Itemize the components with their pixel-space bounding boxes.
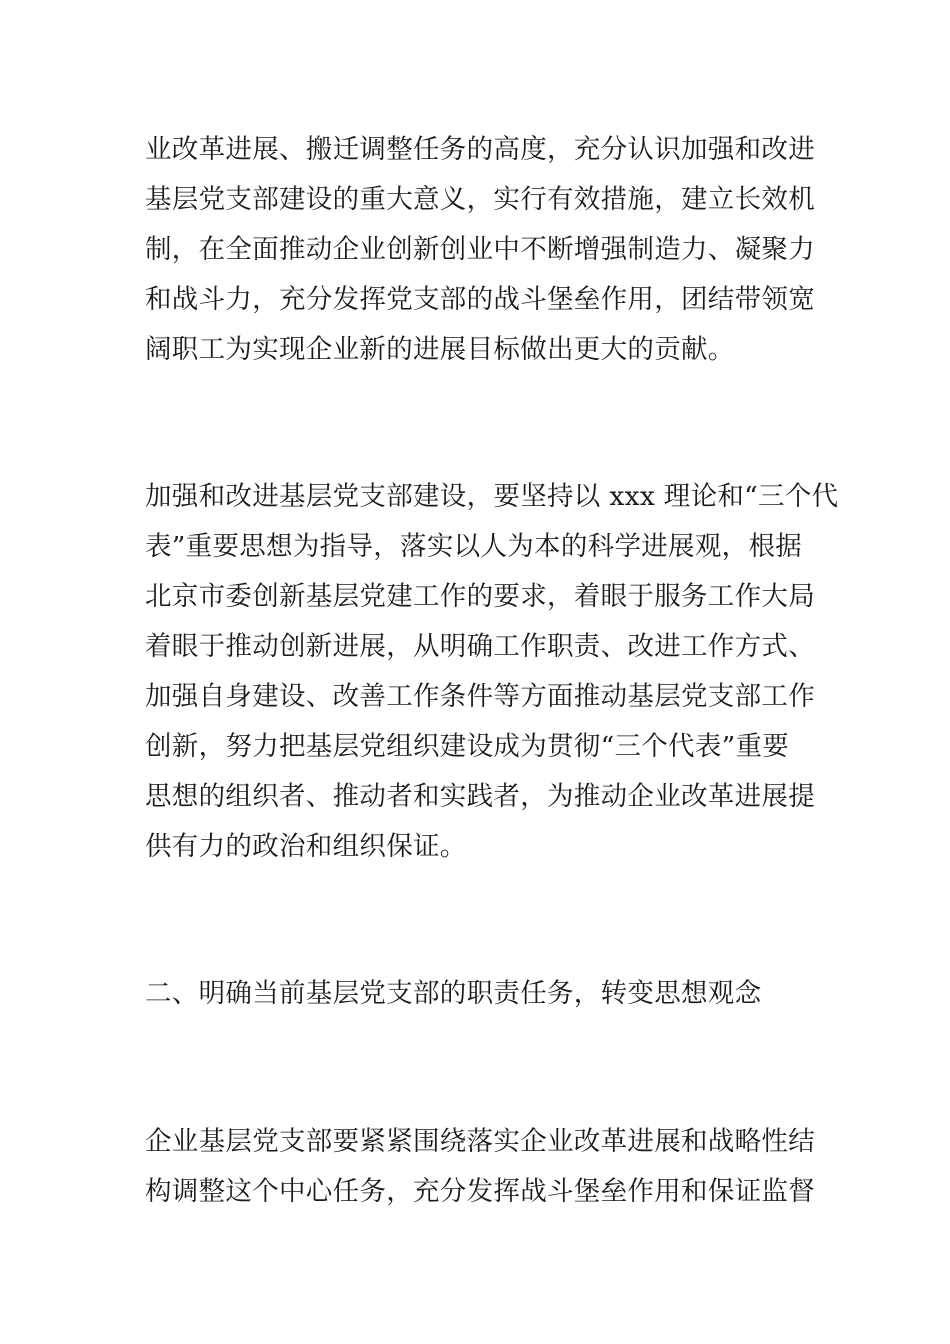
- paragraph-line: 思想的组织者、推动者和实践者，为推动企业改革进展提: [145, 781, 815, 812]
- paragraph-line: 北京市委创新基层党建工作的要求，着眼于服务工作大局: [145, 581, 815, 612]
- paragraph-line: 阔职工为实现企业新的进展目标做出更大的贡献。: [145, 334, 735, 365]
- paragraph-line: 供有力的政治和组织保证。: [145, 831, 467, 862]
- paragraph-line: 创新，努力把基层党组织建设成为贯彻“三个代表”重要: [145, 731, 790, 762]
- paragraph-line: 业改革进展、搬迁调整任务的高度，充分认识加强和改进: [145, 134, 815, 165]
- paragraph-line: 企业基层党支部要紧紧围绕落实企业改革进展和战略性结: [145, 1126, 815, 1157]
- paragraph-line: 加强和改进基层党支部建设，要坚持以 xxx 理论和“三个代: [145, 481, 839, 512]
- paragraph-line: 着眼于推动创新进展，从明确工作职责、改进工作方式、: [145, 631, 815, 662]
- paragraph-line: 制，在全面推动企业创新创业中不断增强制造力、凝聚力: [145, 234, 815, 265]
- paragraph-line: 表”重要思想为指导，落实以人为本的科学进展观，根据: [145, 531, 803, 562]
- paragraph-line: 加强自身建设、改善工作条件等方面推动基层党支部工作: [145, 681, 815, 712]
- section-heading: 二、明确当前基层党支部的职责任务，转变思想观念: [145, 978, 762, 1009]
- paragraph-line: 和战斗力，充分发挥党支部的战斗堡垒作用，团结带领宽: [145, 284, 815, 315]
- paragraph-line: 基层党支部建设的重大意义，实行有效措施，建立长效机: [145, 184, 815, 215]
- paragraph-line: 构调整这个中心任务，充分发挥战斗堡垒作用和保证监督: [145, 1176, 815, 1207]
